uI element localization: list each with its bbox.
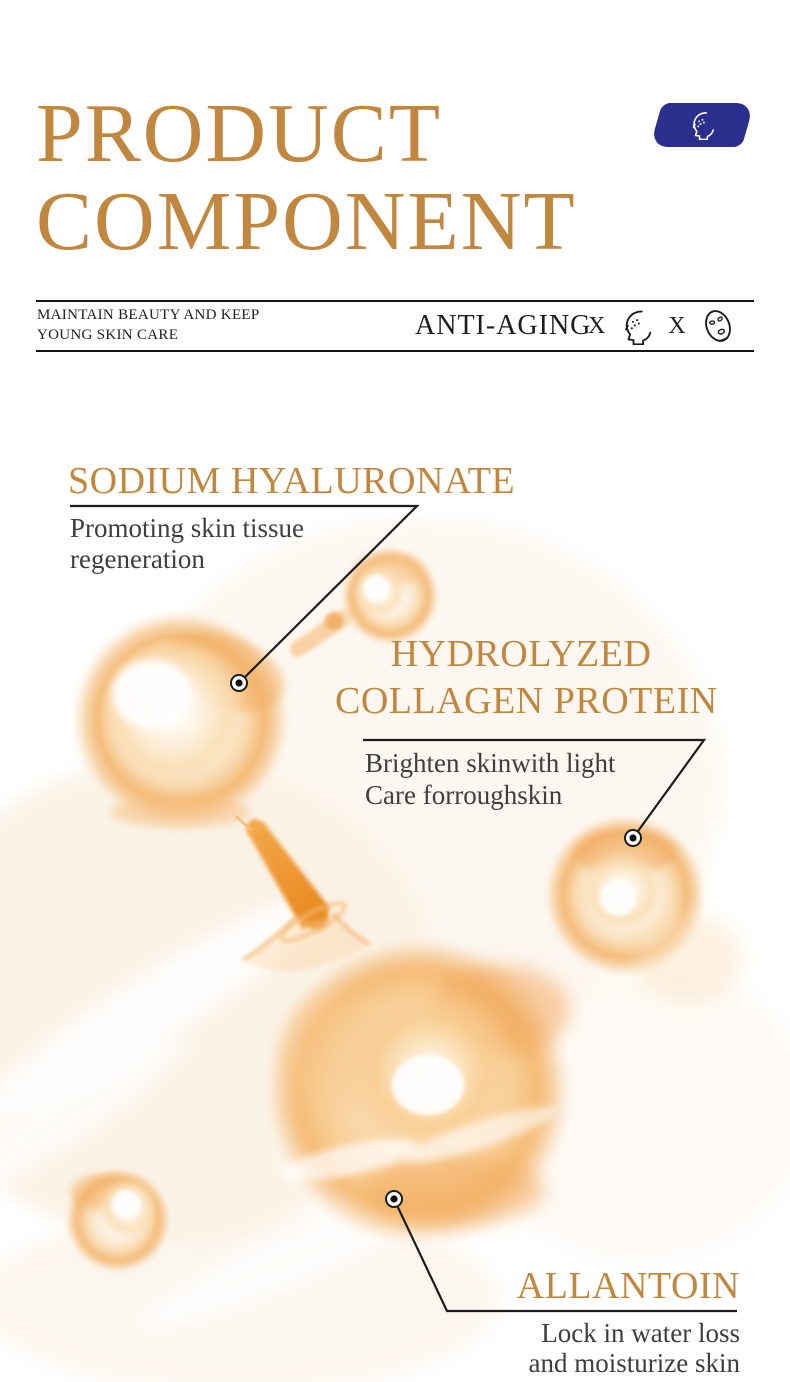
banner-caption [37,305,260,345]
anti-aging-label: ANTI-AGING [415,310,592,341]
description-line: Care forroughskin [365,780,563,810]
ingredient-heading-allantoin: ALLANTOIN [516,1265,740,1307]
description-line: Promoting skin tissue [70,513,305,543]
divider-bottom [36,350,754,352]
brand-badge [650,103,755,147]
description-line: Lock in water loss [541,1318,740,1348]
face-profile-icon [687,110,717,140]
page-title-line1: PRODUCT [36,87,443,180]
banner-caption-line1: MAINTAIN BEAUTY AND KEEP [37,307,260,323]
multiplier-x-1: X [588,312,606,339]
divider-top [36,300,754,302]
page-title [36,87,577,268]
ingredient-heading-sodium-hyaluronate: SODIUM HYALURONATE [68,460,516,502]
face-mask-icon [699,307,737,345]
banner-caption-line2: YOUNG SKIN CARE [37,327,179,343]
page-title-line2: COMPONENT [36,175,577,268]
description-line: regeneration [70,544,205,574]
heading-line: HYDROLYZED [390,633,652,675]
ingredient-description-allantoin [529,1318,740,1378]
bubble-small-bottom-left [63,1165,173,1275]
description-line: and moisturize skin [528,1348,740,1378]
anti-aging-formula [588,303,737,349]
ingredient-heading-hydrolyzed-collagen [335,631,718,725]
bubble-large-center [257,930,579,1252]
bubble-large-left [68,607,296,833]
multiplier-x-2: X [668,312,686,339]
face-profile-icon [618,308,655,345]
ingredient-description-hydrolyzed-collagen [365,747,616,811]
heading-line: COLLAGEN PROTEIN [335,680,718,722]
ingredient-description-sodium-hyaluronate [70,513,304,575]
description-line: Brighten skinwith light [365,748,616,778]
